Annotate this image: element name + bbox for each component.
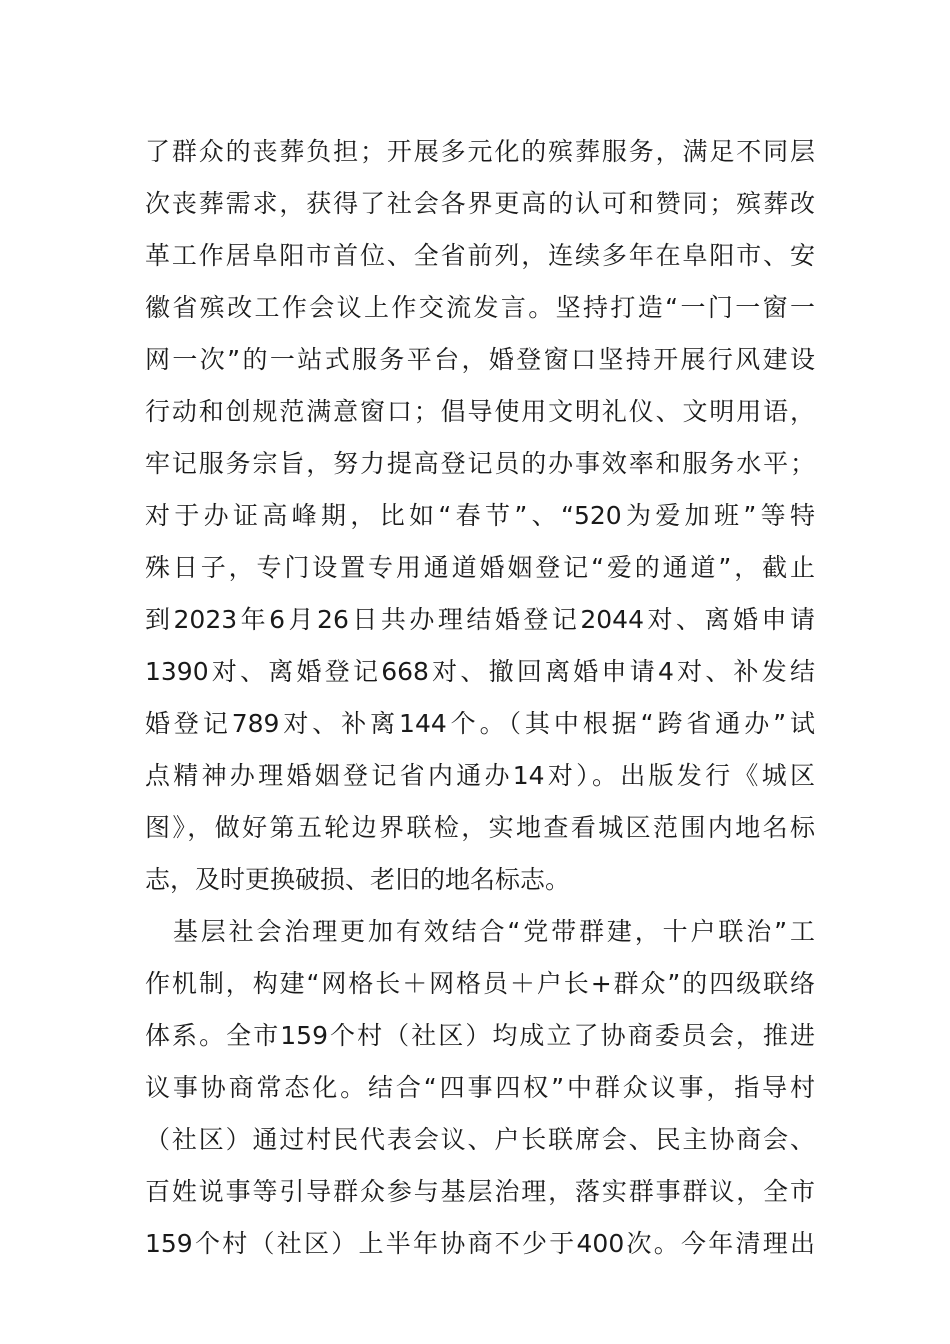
- text-line: 志，及时更换破损、老旧的地名标志。: [145, 865, 571, 894]
- text-line: 到2023年6月26日共办理结婚登记2044对、离婚申请: [145, 605, 815, 634]
- text-line: 革工作居阜阳市首位、全省前列，连续多年在阜阳市、安: [145, 241, 815, 270]
- text-line: 百姓说事等引导群众参与基层治理，落实群事群议，全市: [145, 1177, 815, 1206]
- text-line: 基层社会治理更加有效结合“党带群建，十户联治”工: [145, 917, 815, 946]
- text-line: 图》，做好第五轮边界联检，实地查看城区范围内地名标: [145, 813, 815, 842]
- text-line: 殊日子，专门设置专用通道婚姻登记“爱的通道”，截止: [145, 553, 815, 582]
- body-text: [145, 126, 815, 1270]
- text-line: 对于办证高峰期，比如“春节”、“520为爱加班”等特: [145, 501, 815, 530]
- text-line: 了群众的丧葬负担；开展多元化的殡葬服务，满足不同层: [145, 137, 815, 166]
- text-line: 点精神办理婚姻登记省内通办14对）。出版发行《城区: [145, 761, 815, 790]
- text-line: 议事协商常态化。结合“四事四权”中群众议事，指导村: [145, 1073, 815, 1102]
- paragraph-1: [145, 126, 815, 906]
- text-line: 体系。全市159个村（社区）均成立了协商委员会，推进: [145, 1021, 815, 1050]
- text-line: 牢记服务宗旨，努力提高登记员的办事效率和服务水平；: [145, 449, 815, 478]
- text-line: 行动和创规范满意窗口；倡导使用文明礼仪、文明用语，: [145, 397, 815, 426]
- text-line: 次丧葬需求，获得了社会各界更高的认可和赞同；殡葬改: [145, 189, 815, 218]
- text-line: （社区）通过村民代表会议、户长联席会、民主协商会、: [145, 1125, 815, 1154]
- text-line: 婚登记789对、补离144个。（其中根据“跨省通办”试: [145, 709, 815, 738]
- text-line: 网一次”的一站式服务平台，婚登窗口坚持开展行风建设: [145, 345, 815, 374]
- text-line: 1390对、离婚登记668对、撤回离婚申请4对、补发结: [145, 657, 815, 686]
- text-line: 159个村（社区）上半年协商不少于400次。今年清理出: [145, 1229, 815, 1258]
- text-line: 作机制，构建“网格长＋网格员＋户长+群众”的四级联络: [145, 969, 815, 998]
- text-line: 徽省殡改工作会议上作交流发言。坚持打造“一门一窗一: [145, 293, 815, 322]
- paragraph-2: [145, 906, 815, 1270]
